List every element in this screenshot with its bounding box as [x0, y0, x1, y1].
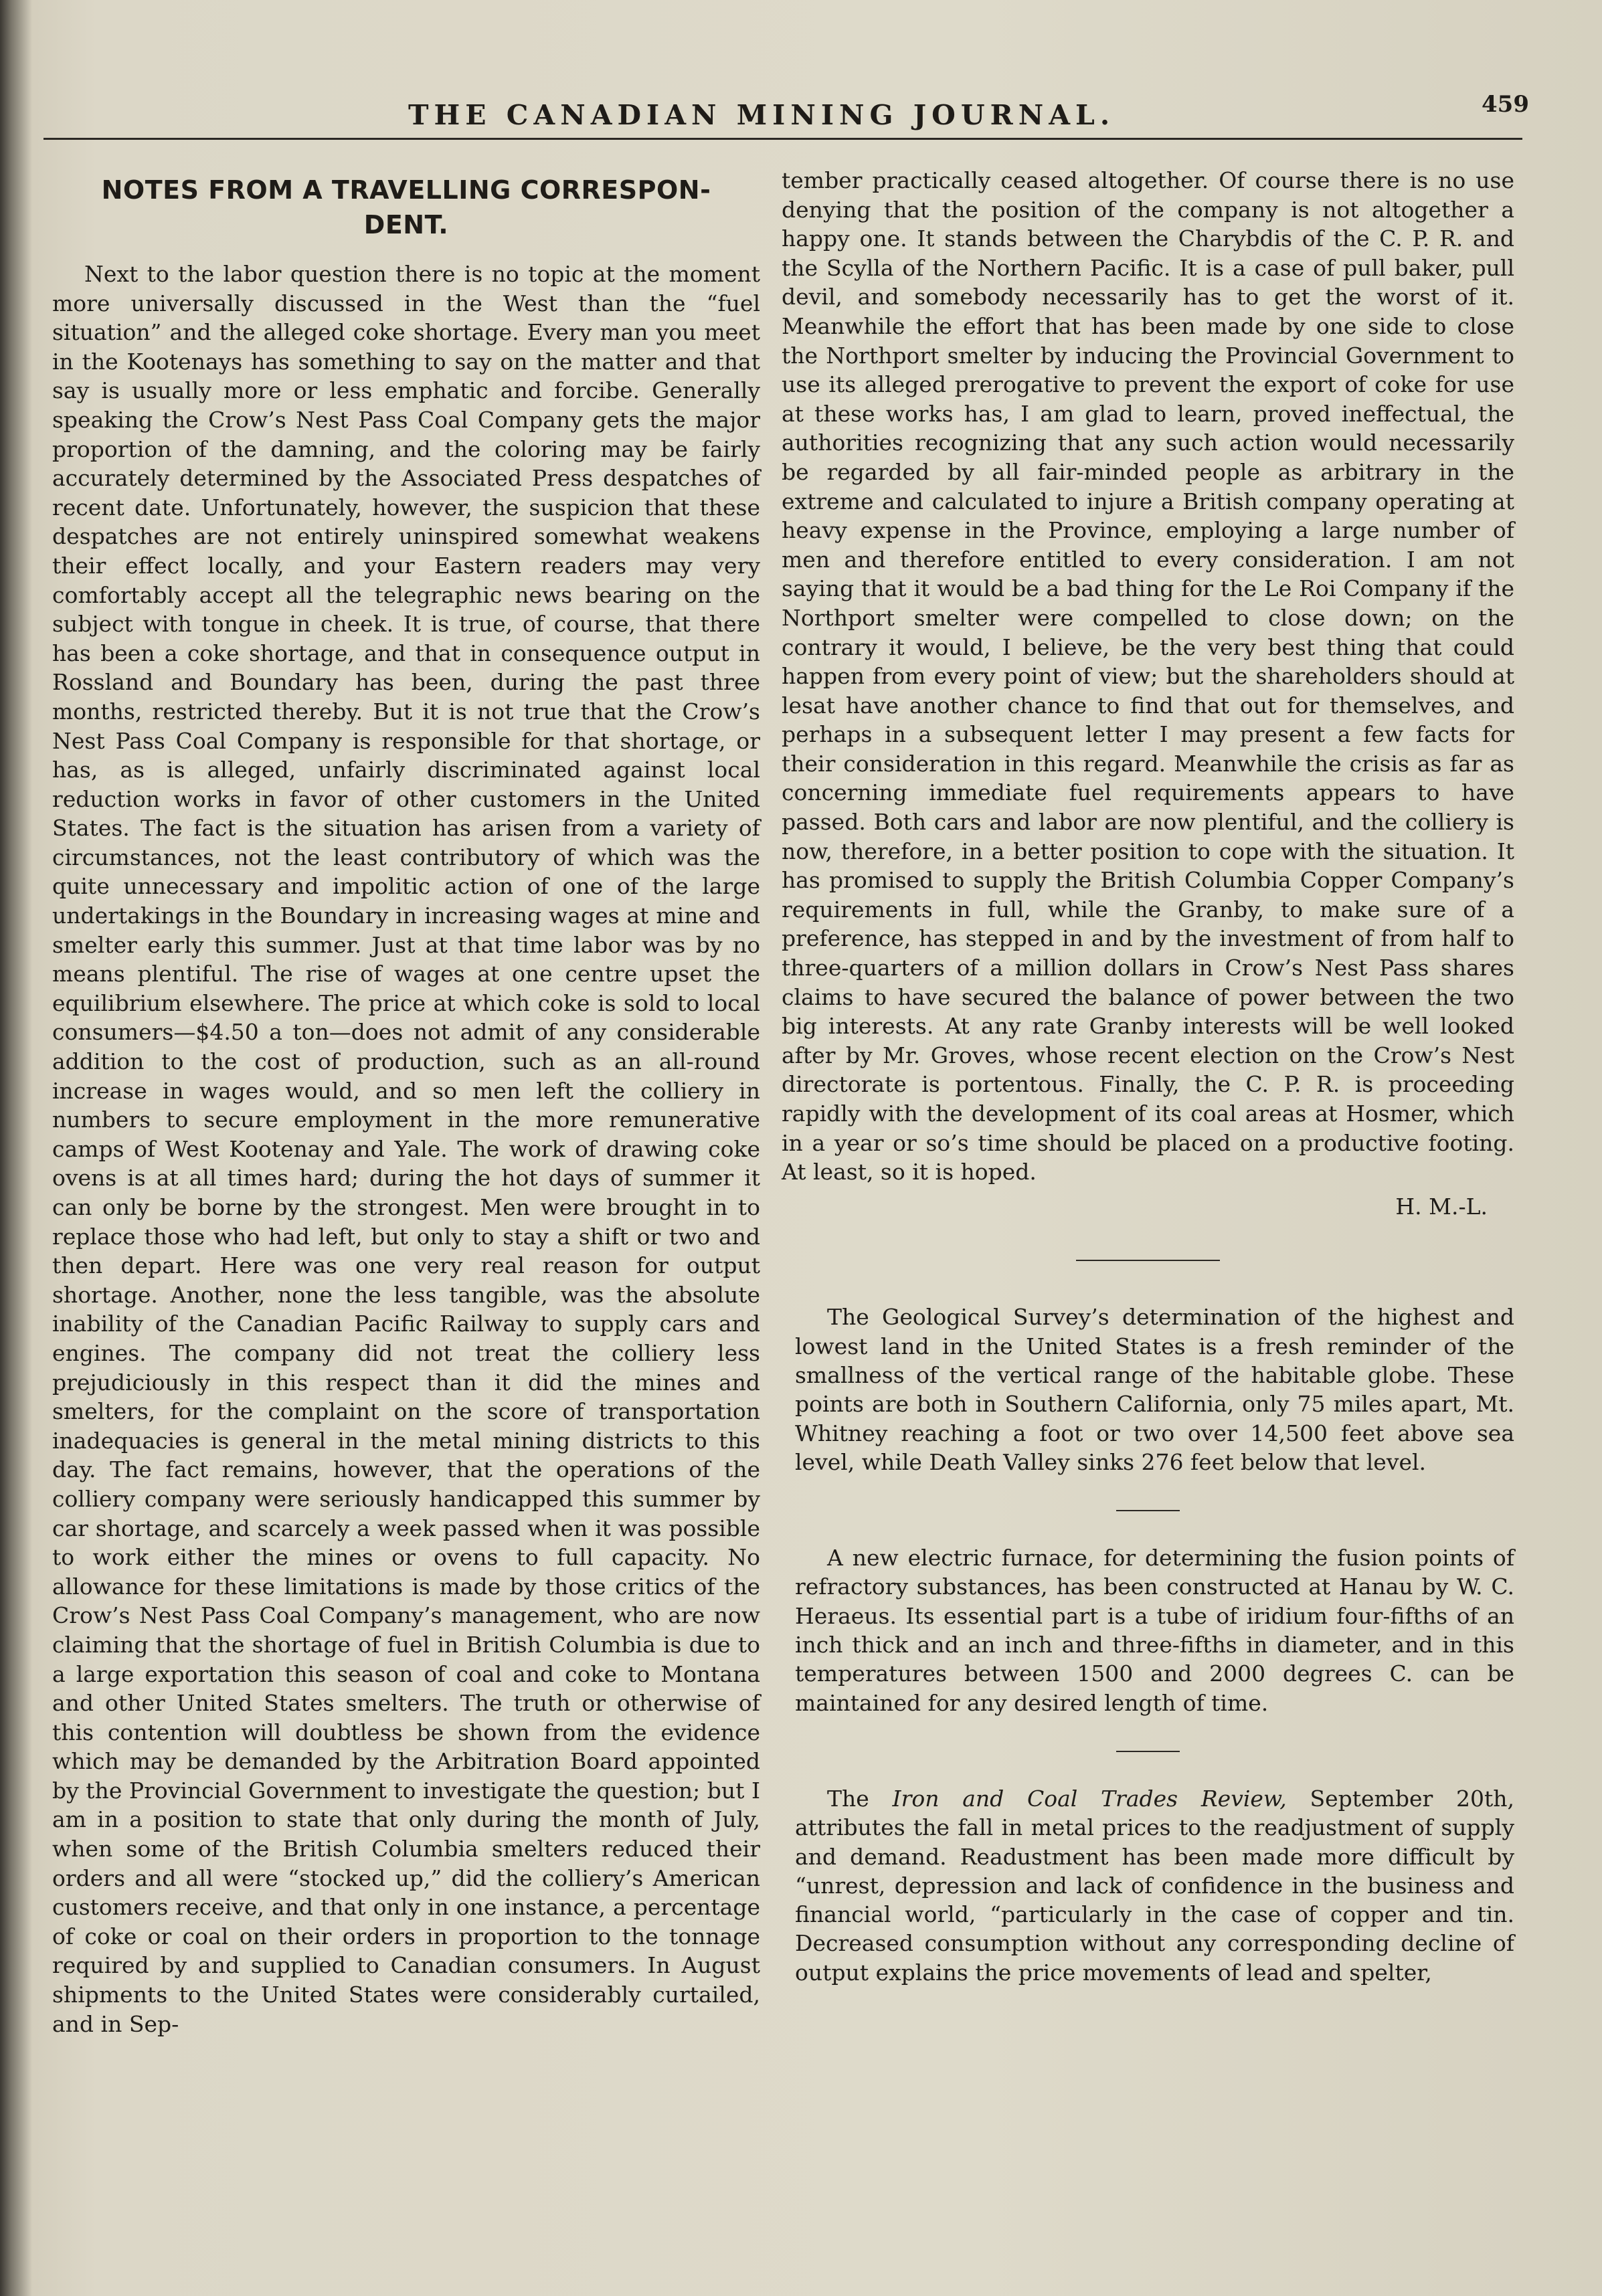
left-column	[52, 166, 760, 2038]
section-divider	[1076, 1260, 1220, 1261]
header-rule	[43, 138, 1522, 140]
article-title-line2: DENT.	[363, 210, 449, 240]
article-body-right: tember practically ceased altogether. Of course there is no use denying that the position of the company is not altogether a happy one. It stands between the Charybdis of the C. P. R. and the Scylla of the Northern Pacific. It is a case of pull baker, pull devil, and somebody necessarily has to get the worst of it. Meanwhile the effort that has been made by one side to close the Northport smelter by inducing the Provincial Government to use its alleged prerogative to prevent the export of coke for use at these works has, I am glad to learn, proved ineffectual, the authorities recognizing that any such action would necessarily be regarded by all fair-minded people as arbitrary in the extreme and calculated to injure a British company operating at heavy expense in the Province, employing a large number of men and therefore entitled to every consideration. I am not saying that it would be a bad thing for the Le Roi Company if the Northport smelter were compelled to close down; on the contrary it would, I believe, be the very best thing that could happen from every point of view; but the shareholders should at lesat have another chance to find that out for themselves, and perhaps in a subsequent letter I may present a few facts for their consideration in this regard. Meanwhile the crisis as far as concerning immediate fuel requirements appears to have passed. Both cars and labor are now plentiful, and the colliery is now, therefore, in a better position to cope with the situation. It has promised to supply the British Columbia Copper Company’s requirements in full, while the Granby, to make sure of a preference, has stepped in and by the investment of from half to three-quarters of a million dollars in Crow’s Nest Pass shares claims to have secured the balance of power between the two big interests. At any rate Granby interests will be well looked after by Mr. Groves, whose recent election on the Crow’s Nest directorate is portentous. Finally, the C. P. R. is proceeding rapidly with the development of its coal areas at Hosmer, which in a year or so’s time should be placed on a productive footing. At least, so it is hoped.	[782, 167, 1514, 1185]
note-geological-survey: The Geological Survey’s determination of the highest and lowest land in the United States is a fresh reminder of the smallness of the vertical range of the habitable globe. These points are both in Southern California, only 75 miles apart, Mt. Whitney reaching a foot or two over 14,500 feet above sea level, while Death Valley sinks 276 feet below that level.	[795, 1304, 1514, 1475]
article-title	[52, 173, 760, 242]
right-column	[782, 166, 1514, 1987]
note-iron-coal-rest: September 20th, attributes the fall in metal prices to the readjustment of supply and demand. Readustment has been made more difficult by “unrest, depression and lack of confidence in the business and financial world, “particularly in the case of copper and tin. Decreased consumption without any corresponding decline of output explains the price movements of lead and spelter,	[795, 1785, 1514, 1986]
binding-shadow	[0, 0, 32, 2296]
article-title-line1: NOTES FROM A TRAVELLING CORRESPON-	[101, 175, 711, 205]
note-electric-furnace: A new electric furnace, for determining the fusion points of refractory substances, has been constructed at Hanau by W. C. Heraeus. Its essential part is a tube of iridium four-fifths of an inch thick and an inch and three-fifths in diameter, and in this temperatures between 1500 and 2000 degrees C. can be maintained for any desired length of time.	[795, 1545, 1514, 1716]
article-body-left: Next to the labor question there is no topic at the moment more universally discussed in the West than the “fuel situation” and the alleged coke shortage. Every man you meet in the Kootenays has something to say on the matter and that say is usually more or less emphatic and forcibe. Generally speaking the Crow’s Nest Pass Coal Company gets the major proportion of the damning, and the coloring may be fairly accurately determined by the Associated Press despatches of recent date. Unfortunately, however, the suspicion that these despatches are not entirely uninspired somewhat weakens their effect locally, and your Eastern readers may very comfortably accept all the telegraphic news bearing on the subject with tongue in cheek. It is true, of course, that there has been a coke shortage, and that in consequence output in Rossland and Boundary has been, during the past three months, restricted thereby. But it is not true that the Crow’s Nest Pass Coal Company is responsible for that shortage, or has, as is alleged, unfairly discriminated against local reduction works in favor of other customers in the United States. The fact is the situation has arisen from a variety of circumstances, not the least contributory of which was the quite unnecessary and impolitic action of one of the large undertakings in the Boundary in increasing wages at mine and smelter early this summer. Just at that time labor was by no means plentiful. The rise of wages at one centre upset the equilibrium elsewhere. The price at which coke is sold to local consumers—$4.50 a ton—does not admit of any considerable addition to the cost of production, such as an all-round increase in wages would, and so men left the colliery in numbers to secure employment in the more remunerative camps of West Kootenay and Yale. The work of drawing coke ovens is at all times hard; during the hot days of summer it can only be borne by the strongest. Men were brought in to replace those who had left, but only to stay a shift or two and then depart. Here was one very real reason for output shortage. Another, none the less tangible, was the absolute inability of the Canadian Pacific Railway to supply cars and engines. The company did not treat the colliery less prejudiciously in this respect than it did the mines and smelters, for the complaint on the score of transportation inadequacies is general in the metal mining districts to this day. The fact remains, however, that the operations of the colliery company were seriously handicapped this summer by car shortage, and scarcely a week passed when it was possible to work either the mines or ovens to full capacity. No allowance for these limitations is made by those critics of the Crow’s Nest Pass Coal Company’s management, who are now claiming that the shortage of fuel in British Columbia is due to a large exportation this season of coal and coke to Montana and other United States smelters. The truth or otherwise of this contention will doubtless be shown from the evidence which may be demanded by the Arbitration Board appointed by the Provincial Government to investigate the question; but I am in a position to state that only during the month of July, when some of the British Columbia smelters reduced their orders and all were “stocked up,” did the colliery’s American customers receive, and that only in one instance, a percentage of coke or coal on their orders in proportion to the tonnage required by and supplied to Canadian consumers. In August shipments to the United States were considerably curtailed, and in Sep-	[52, 261, 760, 2037]
page-header	[40, 87, 1546, 140]
note-divider	[1116, 1751, 1180, 1752]
note-iron-coal-review	[782, 1784, 1514, 1987]
journal-title: THE CANADIAN MINING JOURNAL.	[408, 99, 1116, 131]
article-signature: H. M.-L.	[1395, 1193, 1488, 1220]
publication-name: Iron and Coal Trades Review,	[892, 1785, 1287, 1812]
page-number: 459	[1482, 91, 1529, 118]
note-divider	[1116, 1510, 1180, 1511]
note-iron-coal-intro: The	[827, 1785, 869, 1812]
